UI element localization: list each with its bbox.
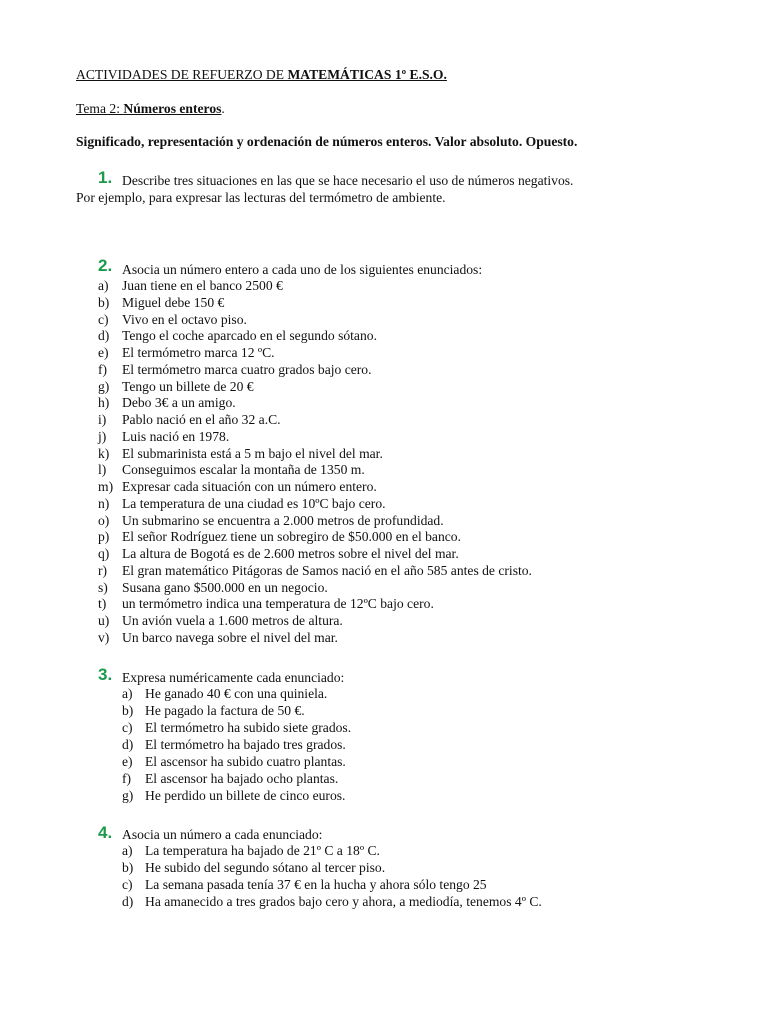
page-header (76, 66, 447, 83)
item-label: d) (122, 737, 134, 752)
item-text: La temperatura de una ciudad es 10ºC bajo cero. (122, 495, 386, 511)
header-prefix: ACTIVIDADES DE REFUERZO DE (76, 67, 288, 82)
list-item (98, 345, 275, 362)
item-text: He ganado 40 € con una quiniela. (145, 686, 328, 701)
topic-prefix: Tema 2: (76, 101, 124, 116)
item-text: Vivo en el octavo piso. (122, 311, 247, 327)
exercise-1-text-line2: Por ejemplo, para expresar las lecturas del termómetro de ambiente. (76, 190, 446, 205)
list-item (98, 328, 377, 345)
item-text: un termómetro indica una temperatura de 12ºC bajo cero. (122, 596, 434, 612)
list-item (122, 703, 305, 720)
list-item (98, 312, 247, 329)
item-text: El ascensor ha subido cuatro plantas. (145, 754, 346, 769)
list-item (98, 596, 434, 613)
item-label: p) (98, 529, 110, 545)
item-text: Expresar cada situación con un número entero. (122, 479, 377, 494)
item-text: Ha amanecido a tres grados bajo cero y ahora, a mediodía, tenemos 4º C. (145, 894, 542, 909)
section-subtitle: Significado, representación y ordenación de números enteros. Valor absoluto. Opuesto. (76, 134, 578, 149)
item-label: s) (98, 579, 108, 595)
list-item (98, 395, 236, 412)
item-label: f) (98, 361, 108, 377)
list-item (98, 613, 343, 630)
list-item (98, 513, 444, 530)
item-label: o) (98, 512, 110, 528)
item-label: b) (122, 860, 134, 875)
item-label: n) (98, 495, 110, 511)
item-label: f) (122, 771, 132, 786)
list-item (122, 860, 385, 877)
exercise-1-text-line1: Describe tres situaciones en las que se hace necesario el uso de números negativos. (122, 173, 574, 188)
list-item (122, 754, 346, 771)
item-text: Un avión vuela a 1.600 metros de altura. (122, 613, 343, 628)
topic-suffix: . (221, 101, 225, 116)
list-item (122, 894, 542, 911)
item-text: Miguel debe 150 € (122, 294, 225, 310)
exercise-2-number: 2. (98, 256, 113, 275)
list-item (98, 630, 338, 647)
list-item (98, 546, 459, 563)
list-item (98, 479, 377, 496)
item-text: El termómetro marca 12 ºC. (122, 345, 275, 360)
item-text: La temperatura ha bajado de 21º C a 18º C. (145, 843, 380, 858)
item-label: e) (98, 345, 109, 360)
item-label: d) (122, 894, 134, 909)
list-item (98, 446, 383, 463)
exercise-2-intro: Asocia un número entero a cada uno de los siguientes enunciados: (122, 262, 483, 277)
list-item (98, 563, 532, 580)
item-label: e) (122, 754, 133, 769)
list-item (122, 843, 380, 860)
item-text: Debo 3€ a un amigo. (122, 395, 236, 411)
item-label: c) (122, 720, 133, 735)
list-item (98, 580, 328, 597)
topic-name: Números enteros (123, 101, 222, 116)
list-item (98, 429, 229, 446)
item-text: El gran matemático Pitágoras de Samos nació en el año 585 antes de cristo. (122, 562, 532, 578)
item-label: l) (98, 462, 107, 478)
list-item (122, 720, 351, 737)
item-text: Un submarino se encuentra a 2.000 metros de profundidad. (122, 512, 444, 528)
item-text: He perdido un billete de cinco euros. (145, 788, 346, 803)
list-item (98, 529, 461, 546)
item-label: a) (122, 843, 133, 858)
item-text: El termómetro ha bajado tres grados. (145, 737, 346, 752)
item-label: g) (122, 788, 134, 803)
topic-line (76, 100, 225, 117)
exercise-3-intro: Expresa numéricamente cada enunciado: (122, 670, 345, 685)
item-text: Luis nació en 1978. (122, 428, 230, 444)
item-label: k) (98, 445, 110, 461)
item-label: g) (98, 378, 110, 394)
item-label: b) (122, 703, 134, 718)
item-label: v) (98, 629, 110, 645)
item-label: c) (122, 877, 133, 892)
item-label: c) (98, 311, 109, 327)
exercise-3-number: 3. (98, 665, 113, 684)
item-text: Conseguimos escalar la montaña de 1350 m. (122, 462, 365, 478)
item-label: q) (98, 546, 110, 561)
list-item (98, 362, 372, 379)
list-item (122, 771, 338, 788)
item-text: Juan tiene en el banco 2500 € (122, 278, 283, 293)
item-text: La altura de Bogotá es de 2.600 metros sobre el nivel del mar. (122, 546, 459, 561)
item-label: t) (98, 596, 107, 612)
exercise-4-intro: Asocia un número a cada enunciado: (122, 827, 323, 842)
list-item (98, 379, 254, 396)
list-item (98, 462, 365, 479)
item-label: h) (98, 395, 110, 411)
item-label: b) (98, 294, 110, 310)
item-text: El termómetro marca cuatro grados bajo cero. (122, 361, 372, 377)
list-item (122, 877, 487, 894)
item-label: u) (98, 613, 110, 628)
item-label: d) (98, 328, 110, 344)
item-text: Susana gano $500.000 en un negocio. (122, 579, 328, 595)
item-label: r) (98, 562, 108, 578)
list-item (98, 412, 281, 429)
item-text: El submarinista está a 5 m bajo el nivel del mar. (122, 445, 383, 461)
exercise-1-number: 1. (98, 168, 113, 187)
item-text: La semana pasada tenía 37 € en la hucha y ahora sólo tengo 25 (145, 877, 487, 892)
item-text: He subido del segundo sótano al tercer piso. (145, 860, 386, 875)
list-item (98, 496, 386, 513)
list-item (122, 737, 346, 754)
list-item (98, 295, 224, 312)
item-text: El ascensor ha bajado ocho plantas. (145, 771, 339, 786)
item-text: He pagado la factura de 50 €. (145, 703, 305, 718)
item-label: j) (98, 428, 107, 444)
item-text: Tengo un billete de 20 € (122, 378, 254, 394)
item-text: Un barco navega sobre el nivel del mar. (122, 629, 338, 645)
list-item (122, 788, 345, 805)
list-item (122, 686, 327, 703)
item-text: Tengo el coche aparcado en el segundo sótano. (122, 328, 377, 344)
item-text: Pablo nació en el año 32 a.C. (122, 412, 281, 427)
list-item (98, 278, 283, 295)
exercise-4-number: 4. (98, 823, 113, 842)
header-subject: MATEMÁTICAS 1º E.S.O. (287, 67, 447, 82)
item-label: i) (98, 412, 107, 427)
item-text: El señor Rodríguez tiene un sobregiro de $50.000 en el banco. (122, 529, 461, 545)
item-text: El termómetro ha subido siete grados. (145, 720, 352, 735)
item-label: a) (122, 686, 133, 701)
item-label: a) (98, 278, 109, 293)
item-label: m) (98, 479, 114, 494)
